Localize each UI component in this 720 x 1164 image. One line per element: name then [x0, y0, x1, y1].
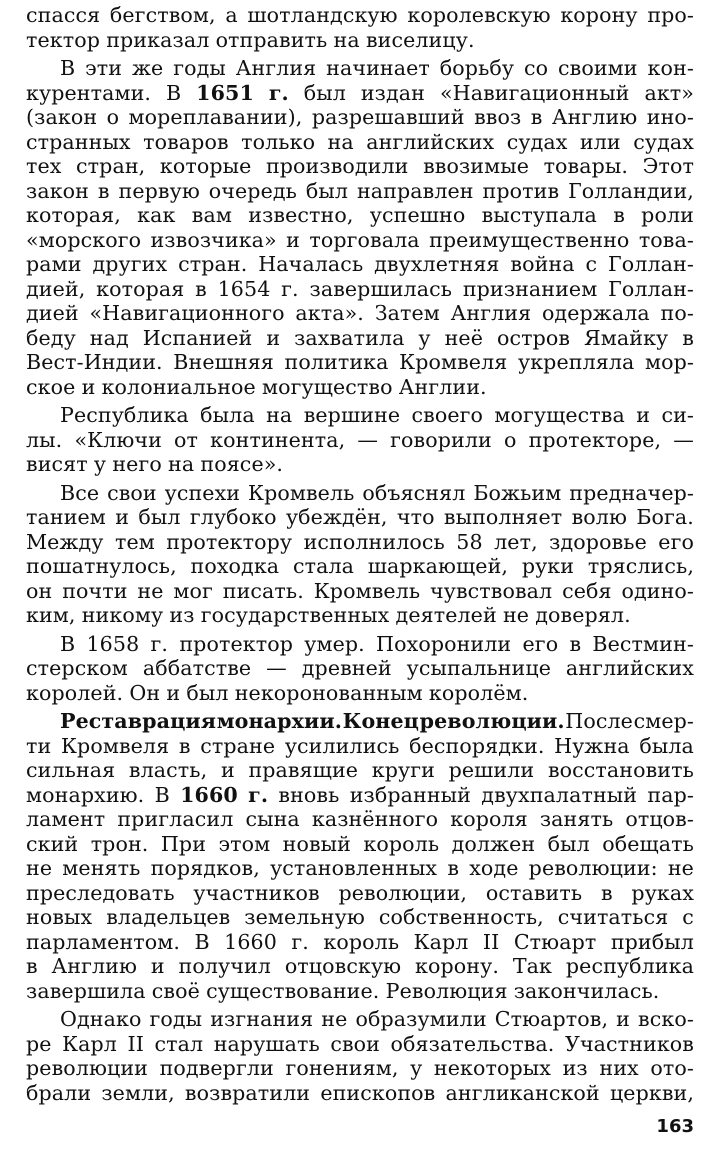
- text-line: Все свои успехи Кромвель объяснял Божьим предначер-: [60, 480, 694, 505]
- text-line: Вест-Индии. Внешняя политика Кромвеля укрепляла мор-: [26, 350, 694, 374]
- text-line: «морского извозчика» и торговала преимущественно това-: [26, 227, 694, 252]
- text-line: ское и колониальное могущество Англии.: [26, 374, 487, 399]
- paragraph: [26, 481, 694, 628]
- text-line: сильная власть, и правящие круги решили восстановить: [26, 758, 694, 782]
- text-line: в Англию и получил отцовскую корону. Так республика: [26, 954, 694, 978]
- text-line: беду над Испанией и захватила у неё остров Ямайку в: [26, 325, 694, 350]
- text-line: тех стран, которые производили ввозимые товары. Этот: [26, 154, 694, 178]
- text-line: рами других стран. Началась двухлетняя война с Голлан-: [26, 252, 694, 276]
- text-line: революции подвергли гонениям, у некоторых из них ото-: [26, 1056, 694, 1080]
- body-text: [26, 3, 694, 1105]
- text-line: не менять порядков, установленных в ходе революции: не: [26, 856, 694, 880]
- text-line: парламентом. В 1660 г. король Карл II Стюарт прибыл: [26, 929, 694, 954]
- text-line: Однако годы изгнания не образумили Стюартов, и вско-: [60, 1007, 694, 1031]
- text-line: стерском аббатстве — древней усыпальнице английских: [26, 656, 694, 680]
- paragraph: [26, 403, 694, 477]
- paragraph: [26, 56, 694, 399]
- paragraph: [26, 3, 694, 52]
- text-line: В эти же годы Англия начинает борьбу со своими кон-: [60, 56, 694, 80]
- text-line: Реставрация монархии. Конец революции. После смер-: [60, 709, 694, 733]
- text-line: он почти не мог писать. Кромвель чувствовал себя одино-: [26, 578, 694, 603]
- text-line: странных товаров только на английских судах или судах: [26, 129, 694, 154]
- text-line: дией «Навигационного акта». Затем Англия одержала по-: [26, 301, 694, 325]
- text-line: пошатнулось, походка стала шаркающей, руки тряслись,: [26, 554, 694, 578]
- text-line: лы. «Ключи от континента, — говорили о протекторе, —: [26, 427, 694, 452]
- text-line: ре Карл II стал нарушать свои обязательства. Участников: [26, 1031, 694, 1056]
- text-line: преследовать участников революции, оставить в руках: [26, 880, 694, 905]
- paragraph: [26, 1007, 694, 1105]
- text-line: курентами. В 1651 г. был издан «Навигационный акт»: [26, 80, 694, 105]
- text-line: Республика была на вершине своего могущества и си-: [60, 403, 694, 427]
- text-line: танием и был глубоко убеждён, что выполняет волю Бога.: [26, 505, 694, 529]
- text-line: которая, как вам известно, успешно выступала в роли: [26, 203, 694, 227]
- text-line: В 1658 г. протектор умер. Похоронили его в Вестмин-: [60, 631, 694, 656]
- text-line: ламент пригласил сына казнённого короля занять отцов-: [26, 807, 694, 831]
- text-line: (закон о мореплавании), разрешавший ввоз в Англию ино-: [26, 105, 694, 129]
- text-line: висят у него на поясе».: [26, 452, 284, 476]
- paragraph: [26, 709, 694, 1003]
- text-line: монархию. В 1660 г. вновь избранный двухпалатный пар-: [26, 782, 694, 807]
- paragraph: [26, 632, 694, 706]
- text-line: королей. Он и был некоронованным королём.: [26, 680, 529, 705]
- text-line: завершила своё существование. Революция закончилась.: [26, 978, 660, 1003]
- text-line: закон в первую очередь был направлен против Голландии,: [26, 178, 694, 203]
- page-number: 163: [656, 1116, 694, 1137]
- text-line: брали земли, возвратили епископов англиканской церкви,: [26, 1080, 694, 1105]
- text-line: ский трон. При этом новый король должен был обещать: [26, 831, 694, 856]
- text-line: дией, которая в 1654 г. завершилась признанием Голлан-: [26, 276, 694, 301]
- text-line: тектор приказал отправить на виселицу.: [26, 27, 475, 52]
- text-line: ти Кромвеля в стране усилились беспорядки. Нужна была: [26, 733, 694, 758]
- text-line: спасся бегством, а шотландскую королевскую корону про-: [26, 3, 694, 27]
- text-line: новых владельцев земельную собственность, считаться с: [26, 905, 694, 929]
- text-line: Между тем протектору исполнилось 58 лет, здоровье его: [26, 529, 694, 554]
- text-line: ким, никому из государственных деятелей не доверял.: [26, 603, 631, 627]
